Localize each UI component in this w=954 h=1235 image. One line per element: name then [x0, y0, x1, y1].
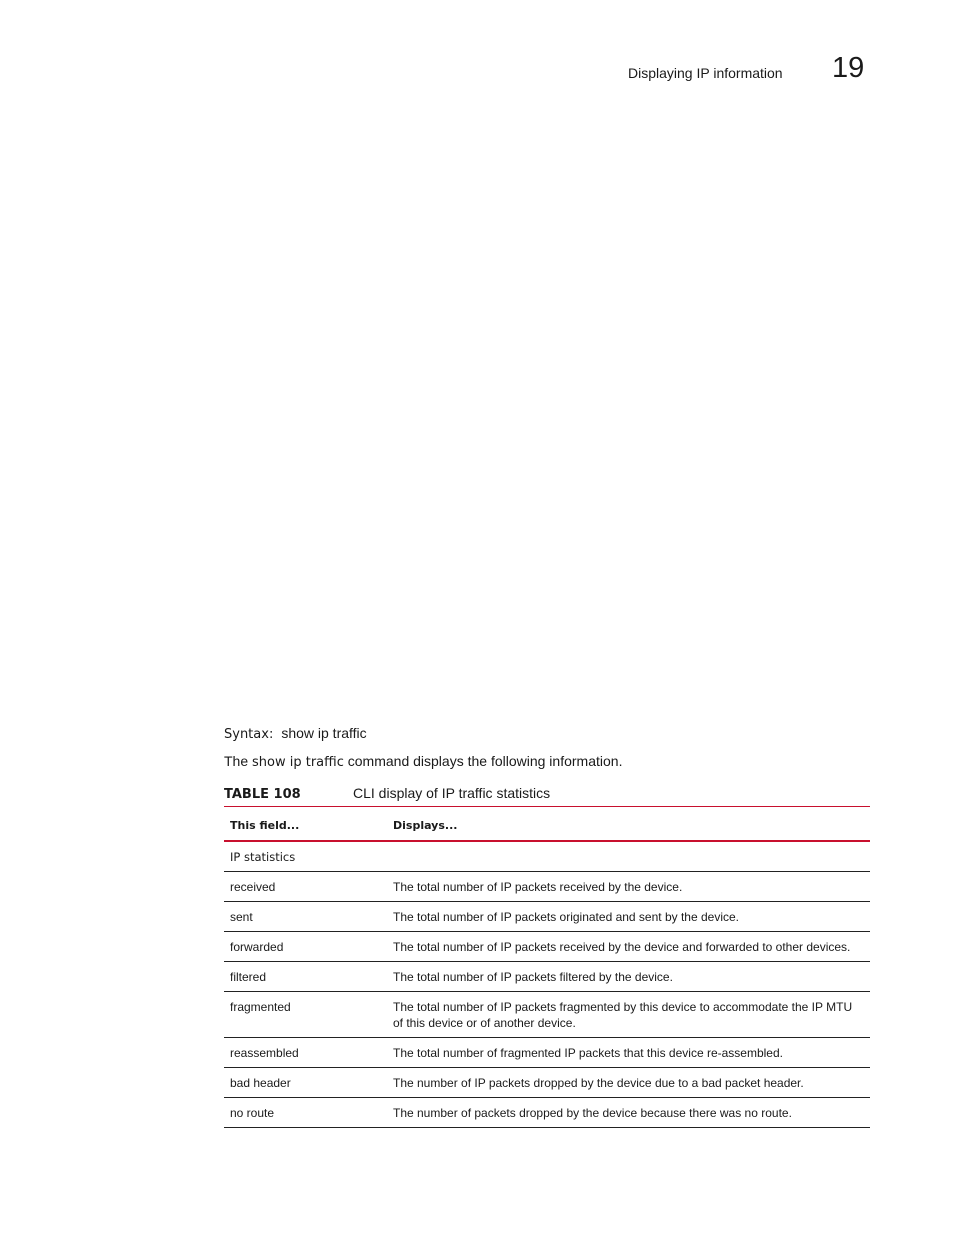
ip-traffic-table	[224, 806, 870, 1128]
table-row	[224, 1098, 870, 1128]
chapter-number: 19	[832, 52, 865, 84]
description-suffix: command displays the following information.	[347, 753, 623, 769]
row-description: The total number of fragmented IP packets that this device re-assembled.	[393, 1046, 783, 1060]
row-field: fragmented	[230, 1000, 291, 1014]
row-description: The total number of IP packets filtered by the device.	[393, 970, 673, 984]
table-row	[224, 872, 870, 902]
table-title: CLI display of IP traffic statistics	[353, 785, 551, 801]
command-description	[224, 753, 622, 770]
row-description: The total number of IP packets received by the device and forwarded to other devices.	[393, 940, 851, 954]
syntax-line	[224, 725, 367, 742]
row-field: forwarded	[230, 940, 284, 954]
syntax-command: show ip traffic	[281, 725, 367, 741]
header-displays: Displays...	[393, 819, 458, 832]
row-field: no route	[230, 1106, 275, 1120]
row-description: The total number of IP packets received by the device.	[393, 880, 683, 894]
table-label: TABLE 108	[224, 787, 301, 802]
row-field: filtered	[230, 970, 267, 984]
row-field: reassembled	[230, 1046, 299, 1060]
running-header-title: Displaying IP information	[628, 65, 783, 81]
table-row	[224, 962, 870, 992]
section-label: IP statistics	[230, 850, 296, 864]
table-caption	[224, 785, 870, 802]
row-field: bad header	[230, 1076, 291, 1090]
description-prefix: The	[224, 753, 249, 769]
table-row	[224, 1038, 870, 1068]
row-description: The number of packets dropped by the device because there was no route.	[393, 1106, 792, 1120]
row-description: The number of IP packets dropped by the device due to a bad packet header.	[393, 1076, 804, 1090]
row-description: The total number of IP packets originated and sent by the device.	[393, 910, 739, 924]
header-field: This field...	[230, 819, 300, 832]
table-row	[224, 1068, 870, 1098]
table-row	[224, 932, 870, 962]
table-row	[224, 902, 870, 932]
table-header-row	[224, 807, 870, 842]
section-row	[224, 841, 870, 872]
row-field: received	[230, 880, 276, 894]
row-description: The total number of IP packets fragmented by this device to accommodate the IP MTU of this device or of another device.	[393, 1000, 853, 1030]
row-field: sent	[230, 910, 253, 924]
syntax-label: Syntax:	[224, 727, 274, 742]
table-row	[224, 992, 870, 1038]
description-command: show ip traffic	[252, 755, 344, 770]
